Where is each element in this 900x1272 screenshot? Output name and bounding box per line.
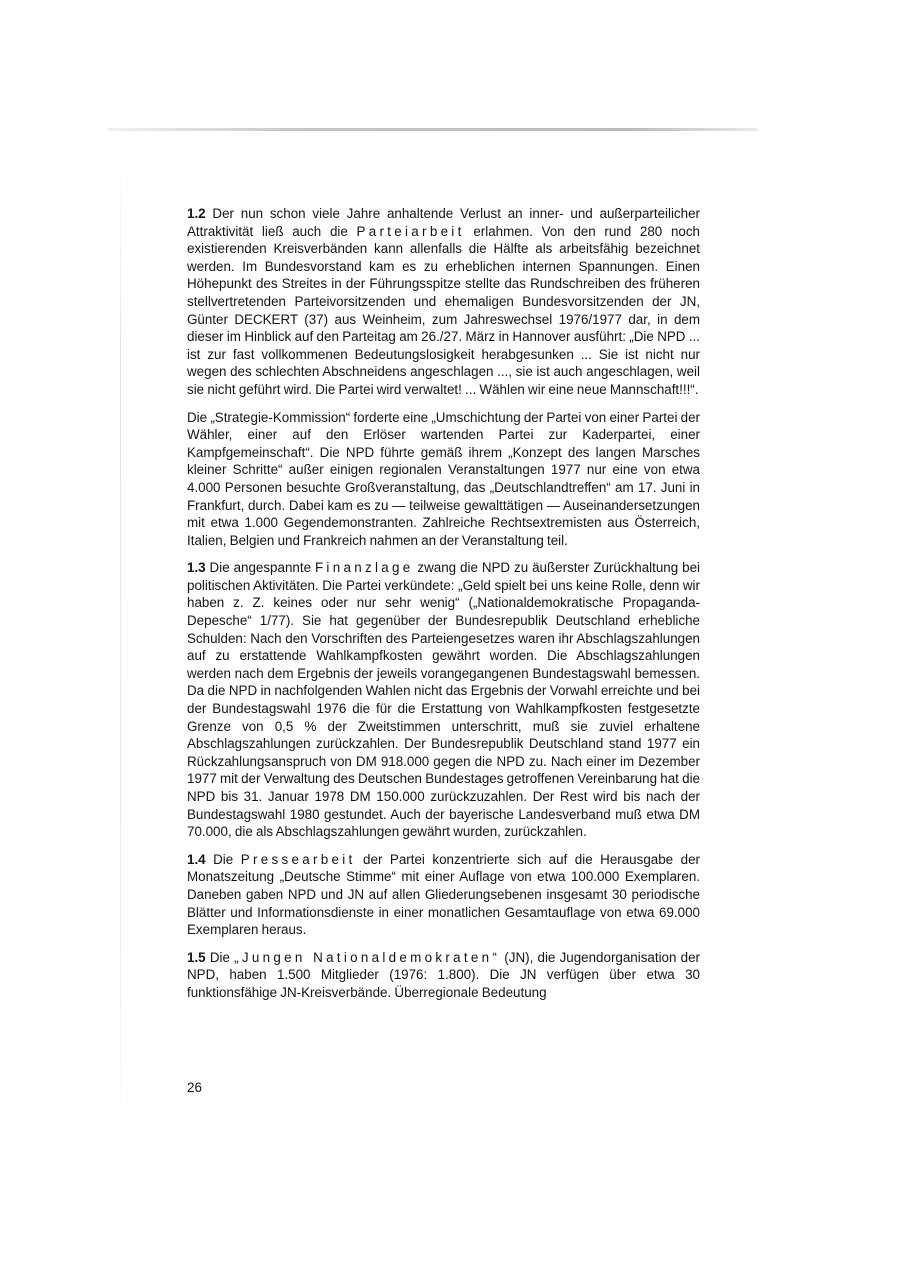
body-text (187, 205, 700, 1012)
text-run: (JN), die Jugendorganisation der NPD, haben 1.500 Mitglieder (1976: 1.800). Die JN verfügen über etwa 30 funktionsfähige JN-Kreisverbände. Überregionale Bedeutung (187, 949, 700, 1000)
text-run: Die angespannte (205, 560, 315, 576)
spaced-emphasis: „Jungen Nationaldemokraten“ (234, 949, 501, 965)
paragraph-1-2 (187, 205, 700, 399)
text-run: erlahmen. Von den rund 280 noch existierenden Kreisverbänden kann allenfalls die Hälfte als arbeitsfähig bezeichnet werden. Im Bundesvorstand kam es zu erheblichen internen Spannungen. Einen Höhepunkt des Streites in der Führungsspitze stellte das Rundschreiben des früheren stellvertretenden Parteivorsitzenden und ehemaligen Bundesvorsitzenden der JN, Günter DECKERT (37) aus Weinheim, zum Jahreswechsel 1976/1977 dar, in dem dieser im Hinblick auf den Parteitag am 26./27. März in Hannover ausführt: „Die NPD ... ist zur fast vollkommenen Bedeutungslosigkeit herabgesunken ... Sie ist nicht nur wegen des schlechten Abschneidens angeschlagen ..., sie ist auch angeschlagen, weil sie nicht geführt wird. Die Partei wird verwaltet! ... Wählen wir eine neue Mannschaft!!!“. (187, 223, 700, 397)
text-run: Die (205, 949, 235, 965)
spaced-emphasis: Pressearbeit (240, 851, 356, 867)
paragraph-continuation-1 (187, 409, 700, 550)
text-run: Die (205, 851, 241, 867)
scan-edge-top (108, 128, 758, 131)
paragraph-1-3 (187, 559, 700, 841)
paragraph-1-5 (187, 949, 700, 1002)
paragraph-1-4 (187, 851, 700, 939)
section-number: 1.2 (187, 206, 206, 221)
spaced-emphasis: Finanzlage (314, 560, 414, 576)
text-run: Die „Strategie-Kommission“ forderte eine „Umschichtung der Partei von einer Partei der Wähler, einer auf den Erlöser wartenden Partei zur Kaderpartei, einer Kampfgemeinschaft“. Die NPD führte gemäß ihrem „Konzept des langen Marsches kleiner Schritte“ außer einigen regionalen Veranstaltungen 1977 nur eine von etwa 4.000 Personen besuchte Großveranstaltung, das „Deutschlandtreffen“ am 17. Juni in Frankfurt, durch. Dabei kam es zu — teilweise gewalttätigen — Auseinandersetzungen mit etwa 1.000 Gegendemonstranten. Zahlreiche Rechtsextremisten aus Österreich, Italien, Belgien und Frankreich nahmen an der Veranstaltung teil. (187, 409, 700, 548)
section-number: 1.3 (187, 560, 206, 576)
section-number: 1.4 (187, 851, 206, 867)
text-run: zwang die NPD zu äußerster Zurückhaltung bei politischen Aktivitäten. Die Partei verkündete: „Geld spielt bei uns keine Rolle, denn wir haben z. Z. keines oder nur sehr wenig“ („Nationaldemokratische Propaganda-Depesche“ 1/77). Sie hat gegenüber der Bundesrepublik Deutschland erhebliche Schulden: Nach den Vorschriften des Parteiengesetzes waren ihr Abschlagszahlungen auf zu erstattende Wahlkampfkosten gewährt worden. Die Abschlagszahlungen werden nach dem Ergebnis der jeweils vorangegangenen Bundestagswahl bemessen. Da die NPD in nachfolgenden Wahlen nicht das Ergebnis der Vorwahl erreichte und bei der Bundestagswahl 1976 die für die Erstattung von Wahlkampfkosten festgesetzte Grenze von 0,5 % der Zweitstimmen unterschritt, muß sie zuviel erhaltene Abschlagszahlungen zurückzahlen. Der Bundesrepublik Deutschland stand 1977 ein Rückzahlungsanspruch von DM 918.000 gegen die NPD zu. Nach einer im Dezember 1977 mit der Verwaltung des Deutschen Bundestages getroffenen Vereinbarung hat die NPD bis 31. Januar 1978 DM 150.000 zurückzuzahlen. Der Rest wird bis nach der Bundestagswahl 1980 gestundet. Auch der bayerische Landesverband muß etwa DM 70.000, die als Abschlagszahlungen gewährt wurden, zurückzahlen. (187, 560, 700, 840)
section-number: 1.5 (187, 949, 206, 965)
spaced-emphasis: Parteiarbeit (356, 223, 465, 239)
text-run: der Partei konzentrierte sich auf die Herausgabe der Monatszeitung „Deutsche Stimme“ mit einer Auflage von etwa 100.000 Exemplaren. Daneben gaben NPD und JN auf allen Gliederungsebenen insgesamt 30 periodische Blätter und Informationsdienste in einer monatlichen Gesamtauflage von etwa 69.000 Exemplaren heraus. (187, 851, 700, 938)
scan-edge-left (120, 150, 121, 1140)
page-number: 26 (187, 1080, 202, 1095)
text-run: Der nun schon viele Jahre anhaltende Verlust an inner- und außerparteilicher Attraktivität ließ auch die (187, 206, 700, 239)
